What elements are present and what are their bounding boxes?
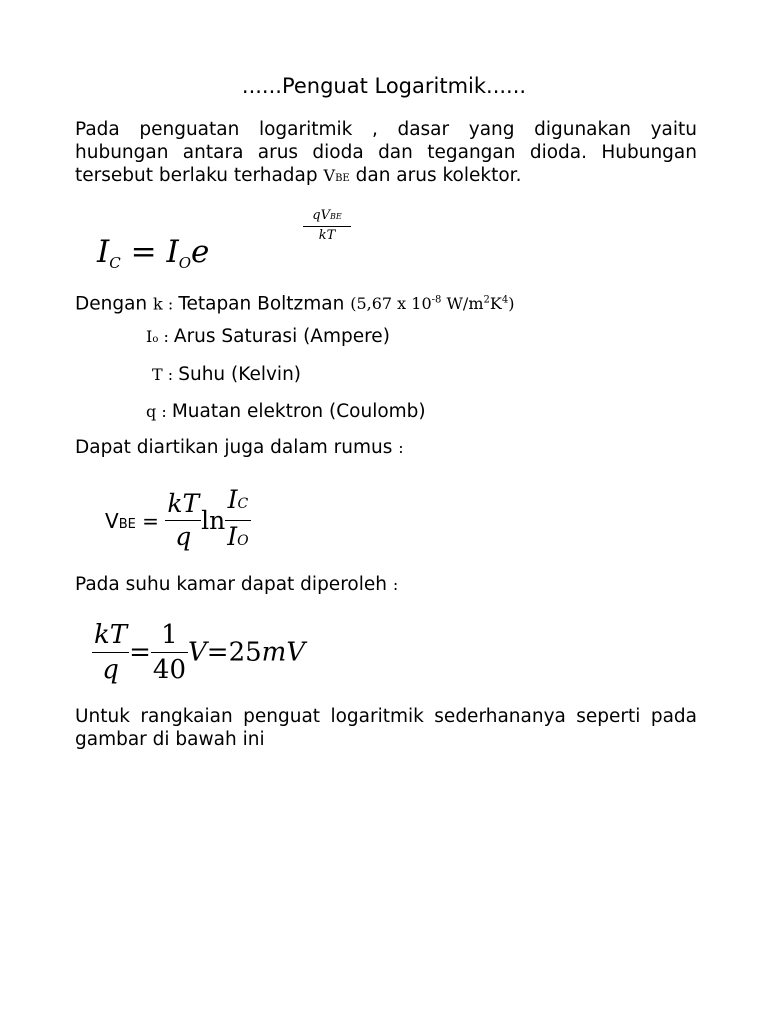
vbe-symbol: VBE — [323, 166, 350, 185]
definition-t: T : Suhu (Kelvin) — [152, 364, 302, 385]
boltzmann-value: (5,67 x $10^{-8}$ $W/m^2K^4$) — [350, 294, 515, 314]
room-temp-intro: Pada suhu kamar dapat diperoleh : — [75, 574, 399, 595]
exponent-fraction: qVBE kT — [303, 208, 351, 244]
intro-text: Pada penguatan logaritmik , dasar yang digunakan yaitu hubungan antara arus dioda dan tegangan dioda. Hubungan tersebut berlaku terhadap — [75, 119, 697, 186]
equation-collector-current: IC = IOe qVBE kT — [97, 208, 297, 278]
one-over-forty-fraction: $\frac{1}{40}$ — [152, 620, 186, 685]
page-title: ......Penguat Logaritmik...... — [241, 74, 527, 98]
equation-vbe: VBE = $\frac{kT}{q}$ ln $\frac{IC}{IO}$ — [105, 484, 251, 557]
kt-over-q-fraction-2: $\frac{kT}{q}$ — [94, 620, 128, 685]
ic-over-io-fraction: $\frac{IC}{IO}$ — [225, 484, 250, 557]
intro-paragraph: Pada penguatan logaritmik , dasar yang digunakan yaitu hubungan antara arus dioda dan tegangan dioda. Hubungan tersebut berlaku terhadap VBE dan arus kolektor. — [75, 119, 697, 186]
definition-q: q : Muatan elektron (Coulomb) — [146, 401, 426, 422]
definition-k: Dengan k : Tetapan Boltzman (5,67 x $10^{-8}$ $W/m^2K^4$) — [75, 293, 515, 315]
definition-io: Io : Arus Saturasi (Ampere) — [146, 326, 390, 347]
formula-intro: Dapat diartikan juga dalam rumus : — [75, 437, 404, 458]
closing-paragraph: Untuk rangkaian penguat logaritmik sederhananya seperti pada gambar di bawah ini — [75, 706, 697, 750]
equation-thermal-voltage: $\frac{kT}{q}$ = $\frac{1}{40}$ V=25mV — [94, 620, 306, 685]
kt-over-q-fraction: $\frac{kT}{q}$ — [167, 489, 200, 551]
